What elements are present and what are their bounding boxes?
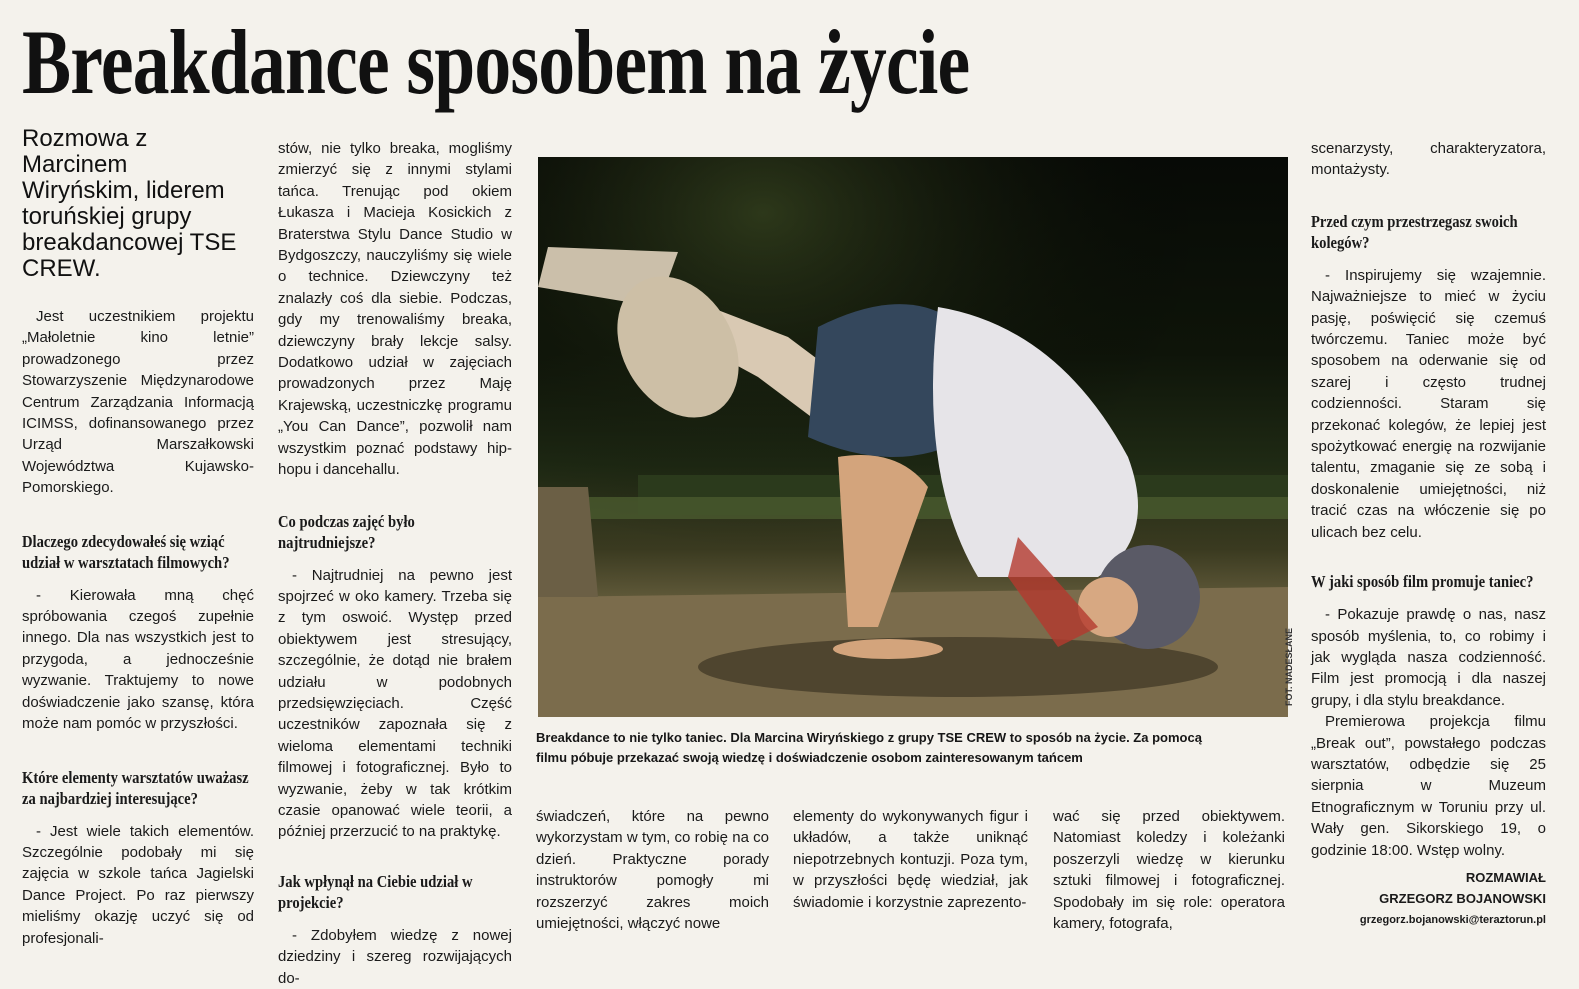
question-1: Dlaczego zdecydowałeś się wziąć udział w warsztatach filmowych?: [22, 531, 230, 572]
column-5: [1053, 806, 1285, 934]
question-5: Przed czym przestrzegasz swoich kolegów?: [1311, 211, 1518, 252]
signature-label: ROZMAWIAŁ: [1465, 869, 1546, 885]
headline: Breakdance sposobem na życie: [22, 11, 970, 113]
answer-1: - Kierowała mną chęć spróbowania czegoś zupełnie innego. Dla nas wszystkich jest to przygoda, a jednocześnie wyzwanie. Traktujemy to nowe doświadczenie jako szansę, która może nam pomóc w przyszłości.: [22, 586, 254, 733]
column-2: [278, 138, 512, 989]
question-2: Które elementy warsztatów uważasz za najbardziej interesujące?: [22, 767, 249, 808]
answer-4: - Zdobyłem wiedzę z nowej dziedziny i szereg rozwijających do-: [278, 926, 512, 987]
photo-credit: FOT. NADESŁANE: [1284, 627, 1294, 706]
question-3: Co podczas zajęć było najtrudniejsze?: [278, 511, 415, 552]
answer-2: - Jest wiele takich elementów. Szczególnie podobały mi się zajęcia w szkole tańca Jagielski Dance Project. Po raz pierwszy mieliśmy okazję uczyć się od profesjonali-: [22, 822, 254, 947]
answer-3: - Najtrudniej na pewno jest spojrzeć w oko kamery. Trzeba się z tym oswoić. Występ przed obiektywem jest stresujący, szczególnie, że dotąd nie brałem udziału w podobnych przedsięwzięciach. Część uczestników zapoznała się z wieloma elementami techniki filmowej i fotograficznej. Było to wyzwanie, żeby w tak krótkim czasie opanować wiele teorii, a później przerzucić to na praktykę.: [278, 566, 512, 841]
photo-caption: Breakdance to nie tylko taniec. Dla Marcina Wiryńskiego z grupy TSE CREW to sposób na życie. Za pomocą filmu póbuje przekazać swoją wiedzę i doświadczenie osobom zainteresowanym tańcem: [536, 730, 1202, 765]
paragraph-continued-2: scenarzysty, charakteryzatora, montażysty.: [1311, 140, 1546, 179]
article-lead: Rozmowa z Marcinem Wiryńskim, liderem toruńskiej grupy breakdancowej TSE CREW.: [22, 125, 237, 282]
column-6: [1311, 138, 1546, 931]
column-3: [536, 806, 769, 934]
column-5-text: wać się przed obiektywem. Natomiast koledzy i koleżanki poszerzyli wiedzę w kierunku sztuki filmowej i fotograficznej. Spodobały im się role: operatora kamery, fotografa,: [1053, 808, 1285, 933]
signature-author: GRZEGORZ BOJANOWSKI: [1379, 891, 1546, 907]
dancer-illustration: [538, 157, 1288, 717]
column-4: [793, 806, 1028, 913]
answer-5: - Inspirujemy się wzajemnie. Najważniejsze to mieć w życiu pasję, poświęcić się czemuś twórczemu. Taniec może być sposobem na oderwanie się od szarej i często trudnej codzienności. Staram się przekonać kolegów, że lepiej jest spożytkować energię na rozwijanie talentu, zmaganie się ze sobą i doskonalenie umiejętności, niż tracić czas na włóczenie się po ulicach bez celu.: [1311, 266, 1546, 541]
column-1: [22, 306, 254, 949]
column-3-text: świadczeń, które na pewno wykorzystam w tym, co robię na co dzień. Praktyczne porady instruktorów pomogły mi rozszerzyć zakres moich umiejętności, włączyć nowe: [536, 808, 769, 933]
column-4-text: elementy do wykonywanych figur i układów, a także uniknąć niepotrzebnych kontuzji. Poza tym, w przyszłości będę wiedział, jak świadomie i korzystnie zaprezento-: [793, 808, 1028, 911]
answer-6: - Pokazuje prawdę o nas, nasz sposób myślenia, to, co robimy i jak wygląda nasza codzienność. Film jest promocją i dla naszej grupy, i dla stylu breakdance.: [1311, 606, 1546, 709]
author-email: grzegorz.bojanowski@teraztorun.pl: [1359, 913, 1546, 926]
question-6: W jaki sposób film promuje taniec?: [1311, 572, 1534, 592]
intro-paragraph: Jest uczestnikiem projektu „Małoletnie kino letnie” prowadzonego przez Stowarzyszenie Międzynarodowe Centrum Zarządzania Informacją ICIMSS, dofinansowanego przez Urząd Marszałkowski Województwa Kujawsko-Pomorskiego.: [22, 308, 254, 497]
breakdance-photo: [538, 157, 1288, 717]
paragraph-continued: stów, nie tylko breaka, mogliśmy zmierzyć się z innymi stylami tańca. Trenując pod okiem Łukasza i Macieja Kosickich z Braterstwa Stylu Dance Studio w Bydgoszczy, nauczyliśmy się wiele o technice. Dziewczyny też znalazły coś dla siebie. Podczas, gdy my trenowaliśmy breaka, dziewczyny brały lekcje salsy. Dodatkowo udział w zajęciach prowadzonych przez Maję Krajewską, uczestniczkę programu „You Can Dance”, pozwolił nam wszystkim poznać podstawy hip-hopu i dancehallu.: [278, 140, 512, 479]
premiere-info: Premierowa projekcja filmu „Break out”, powstałego podczas warsztatów, odbędzie się 25 sierpnia w Muzeum Etnograficznym w Toruniu przy ul. Wały gen. Sikorskiego 19, o godzinie 18:00. Wstęp wolny.: [1311, 713, 1546, 859]
question-4: Jak wpłynął na Ciebie udział w projekcie?: [278, 871, 473, 912]
